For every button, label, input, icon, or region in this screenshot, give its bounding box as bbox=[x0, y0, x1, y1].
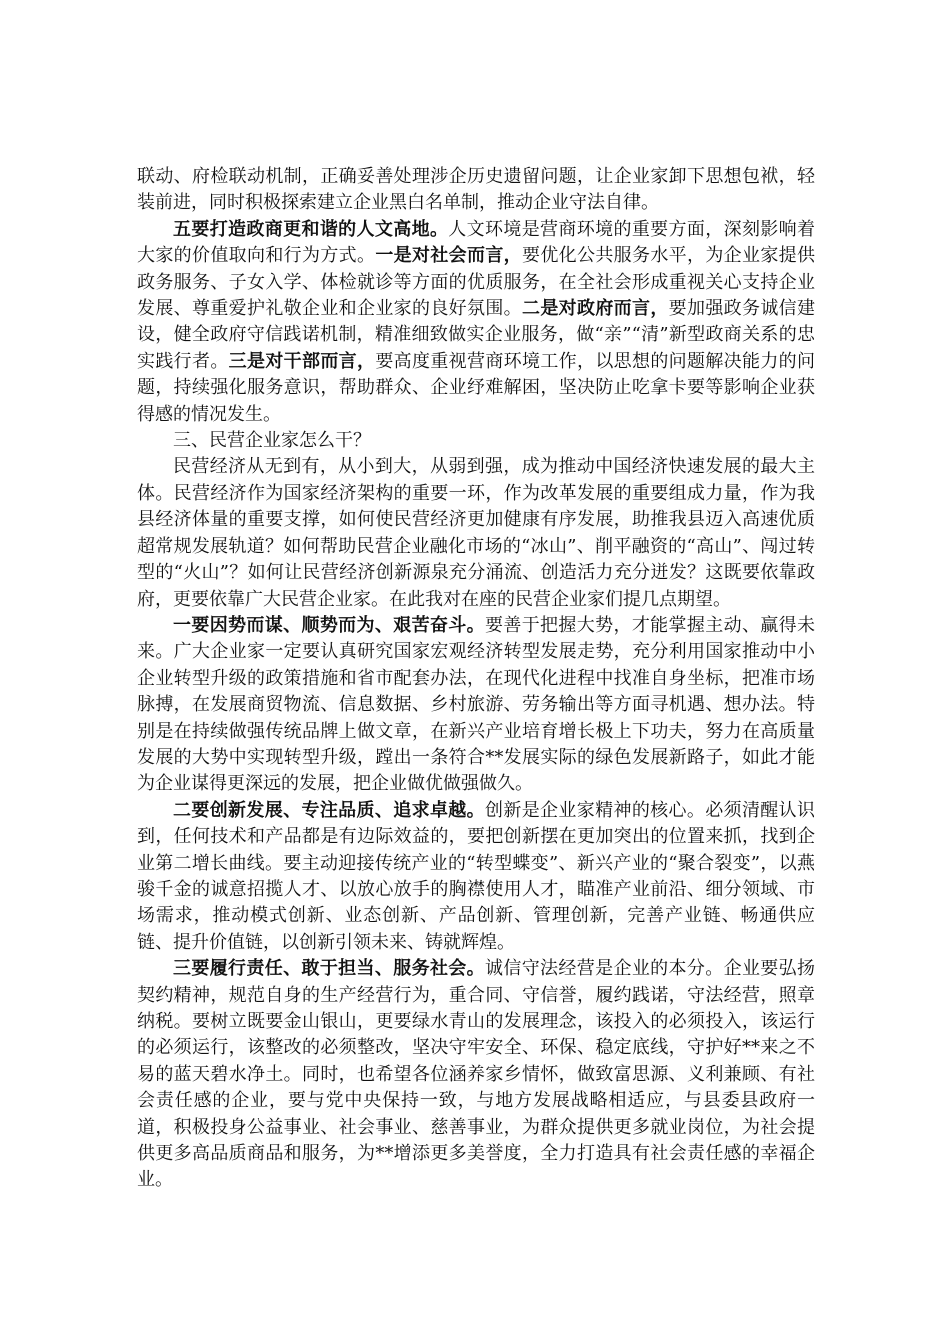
paragraph-1-text: 联动、府检联动机制，正确妥善处理涉企历史遗留问题，让企业家卸下思想包袱，轻装前进，同时积极探索建立企业黑白名单制，推动企业守法自律。 bbox=[137, 166, 815, 214]
section-heading-text: 三、民营企业家怎么干？ bbox=[173, 430, 371, 452]
paragraph-1 bbox=[137, 164, 815, 217]
paragraph-2-text-c: 要加强政务诚信建设，健全政府守信践诺机制，精准细致做实企业服务，做“亲”“清”新型政商关系的忠实践行者。 bbox=[137, 298, 816, 372]
paragraph-6-text: 创新是企业家精神的核心。必须清醒认识到，任何技术和产品都是有边际效益的，要把创新摆在更加突出的位置来抓，找到企业第二增长曲线。要主动迎接传统产业的“转型蝶变”、新兴产业的“聚合裂变”，以燕骏千金的诚意招揽人才、以放心放手的胸襟使用人才，瞄准产业前沿、细分领域、市场需求，推动模式创新、业态创新、产品创新、管理创新，完善产业链、畅通供应链、提升价值链，以创新引领未来、铸就辉煌。 bbox=[137, 799, 815, 953]
paragraph-4-text: 民营经济从无到有，从小到大，从弱到强，成为推动中国经济快速发展的最大主体。民营经济作为国家经济架构的重要一环，作为改革发展的重要组成力量，作为我县经济体量的重要支撑，如何使民营经济更加健康有序发展，助推我县迈入高速优质超常规发展轨道？如何帮助民营企业融化市场的“冰山”、削平融资的“高山”、闯过转型的“火山”？如何让民营经济创新源泉充分涌流、创造活力充分迸发？这既要依靠政府，更要依靠广大民营企业家。在此我对在座的民营企业家们提几点期望。 bbox=[137, 456, 815, 610]
paragraph-2-heading: 五要打造政商更和谐的人文高地。 bbox=[173, 218, 449, 240]
paragraph-6-heading: 二要创新发展、专注品质、追求卓越。 bbox=[173, 799, 485, 821]
paragraph-6 bbox=[137, 798, 815, 956]
document-body bbox=[137, 164, 815, 1194]
paragraph-2-point-2: 二是对政府而言， bbox=[522, 298, 669, 320]
paragraph-2 bbox=[137, 217, 815, 428]
section-heading bbox=[137, 428, 815, 454]
paragraph-7-heading: 三要履行责任、敢于担当、服务社会。 bbox=[173, 958, 485, 980]
paragraph-2-text-a: 人文环境是营商环境的重要方面，深刻影响着大家的价值取向和行为方式。 bbox=[137, 218, 816, 267]
paragraph-5-text: 要善于把握大势，才能掌握主动、赢得未来。广大企业家一定要认真研究国家宏观经济转型发展走势，充分利用国家推动中小企业转型升级的政策措施和省市配套办法，在现代化进程中找准自身坐标，把准市场脉搏，在发展商贸物流、信息数据、乡村旅游、劳务输出等方面寻机遇、想办法。特别是在持续做强传统品牌上做文章，在新兴产业培育增长极上下功夫，努力在高质量发展的大势中实现转型升级，蹚出一条符合**发展实际的绿色发展新路子，如此才能为企业谋得更深远的发展，把企业做优做强做久。 bbox=[137, 614, 815, 795]
paragraph-2-text-d: 要高度重视营商环境工作，以思想的问题解决能力的问题，持续强化服务意识，帮助群众、企业纾难解困，坚决防止吃拿卡要等影响企业获得感的情况发生。 bbox=[137, 350, 816, 425]
paragraph-7 bbox=[137, 956, 815, 1194]
paragraph-2-point-1: 一是对社会而言， bbox=[375, 245, 523, 267]
paragraph-2-point-3: 三是对干部而言， bbox=[228, 350, 376, 372]
paragraph-4 bbox=[137, 454, 815, 612]
paragraph-2-text-b: 要优化公共服务水平，为企业家提供政务服务、子女入学、体检就诊等方面的优质服务，在全社会形成重视关心支持企业发展、尊重爱护礼敬企业和企业家的良好氛围。 bbox=[137, 245, 816, 320]
paragraph-7-text: 诚信守法经营是企业的本分。企业要弘扬契约精神，规范自身的生产经营行为，重合同、守信誉，履约践诺，守法经营，照章纳税。要树立既要金山银山，更要绿水青山的发展理念，该投入的必须投入，该运行的必须运行，该整改的必须整改，坚决守牢安全、环保、稳定底线，守护好**来之不易的蓝天碧水净土。同时，也希望各位涵养家乡情怀，做致富思源、义利兼顾、有社会责任感的企业，要与党中央保持一致，与地方发展战略相适应，与县委县政府一道，积极投身公益事业、社会事业、慈善事业，为群众提供更多就业岗位，为社会提供更多高品质商品和服务，为**增添更多美誉度，全力打造具有社会责任感的幸福企业。 bbox=[137, 958, 815, 1191]
paragraph-5-heading: 一要因势而谋、顺势而为、艰苦奋斗。 bbox=[173, 614, 485, 636]
paragraph-5 bbox=[137, 613, 815, 798]
